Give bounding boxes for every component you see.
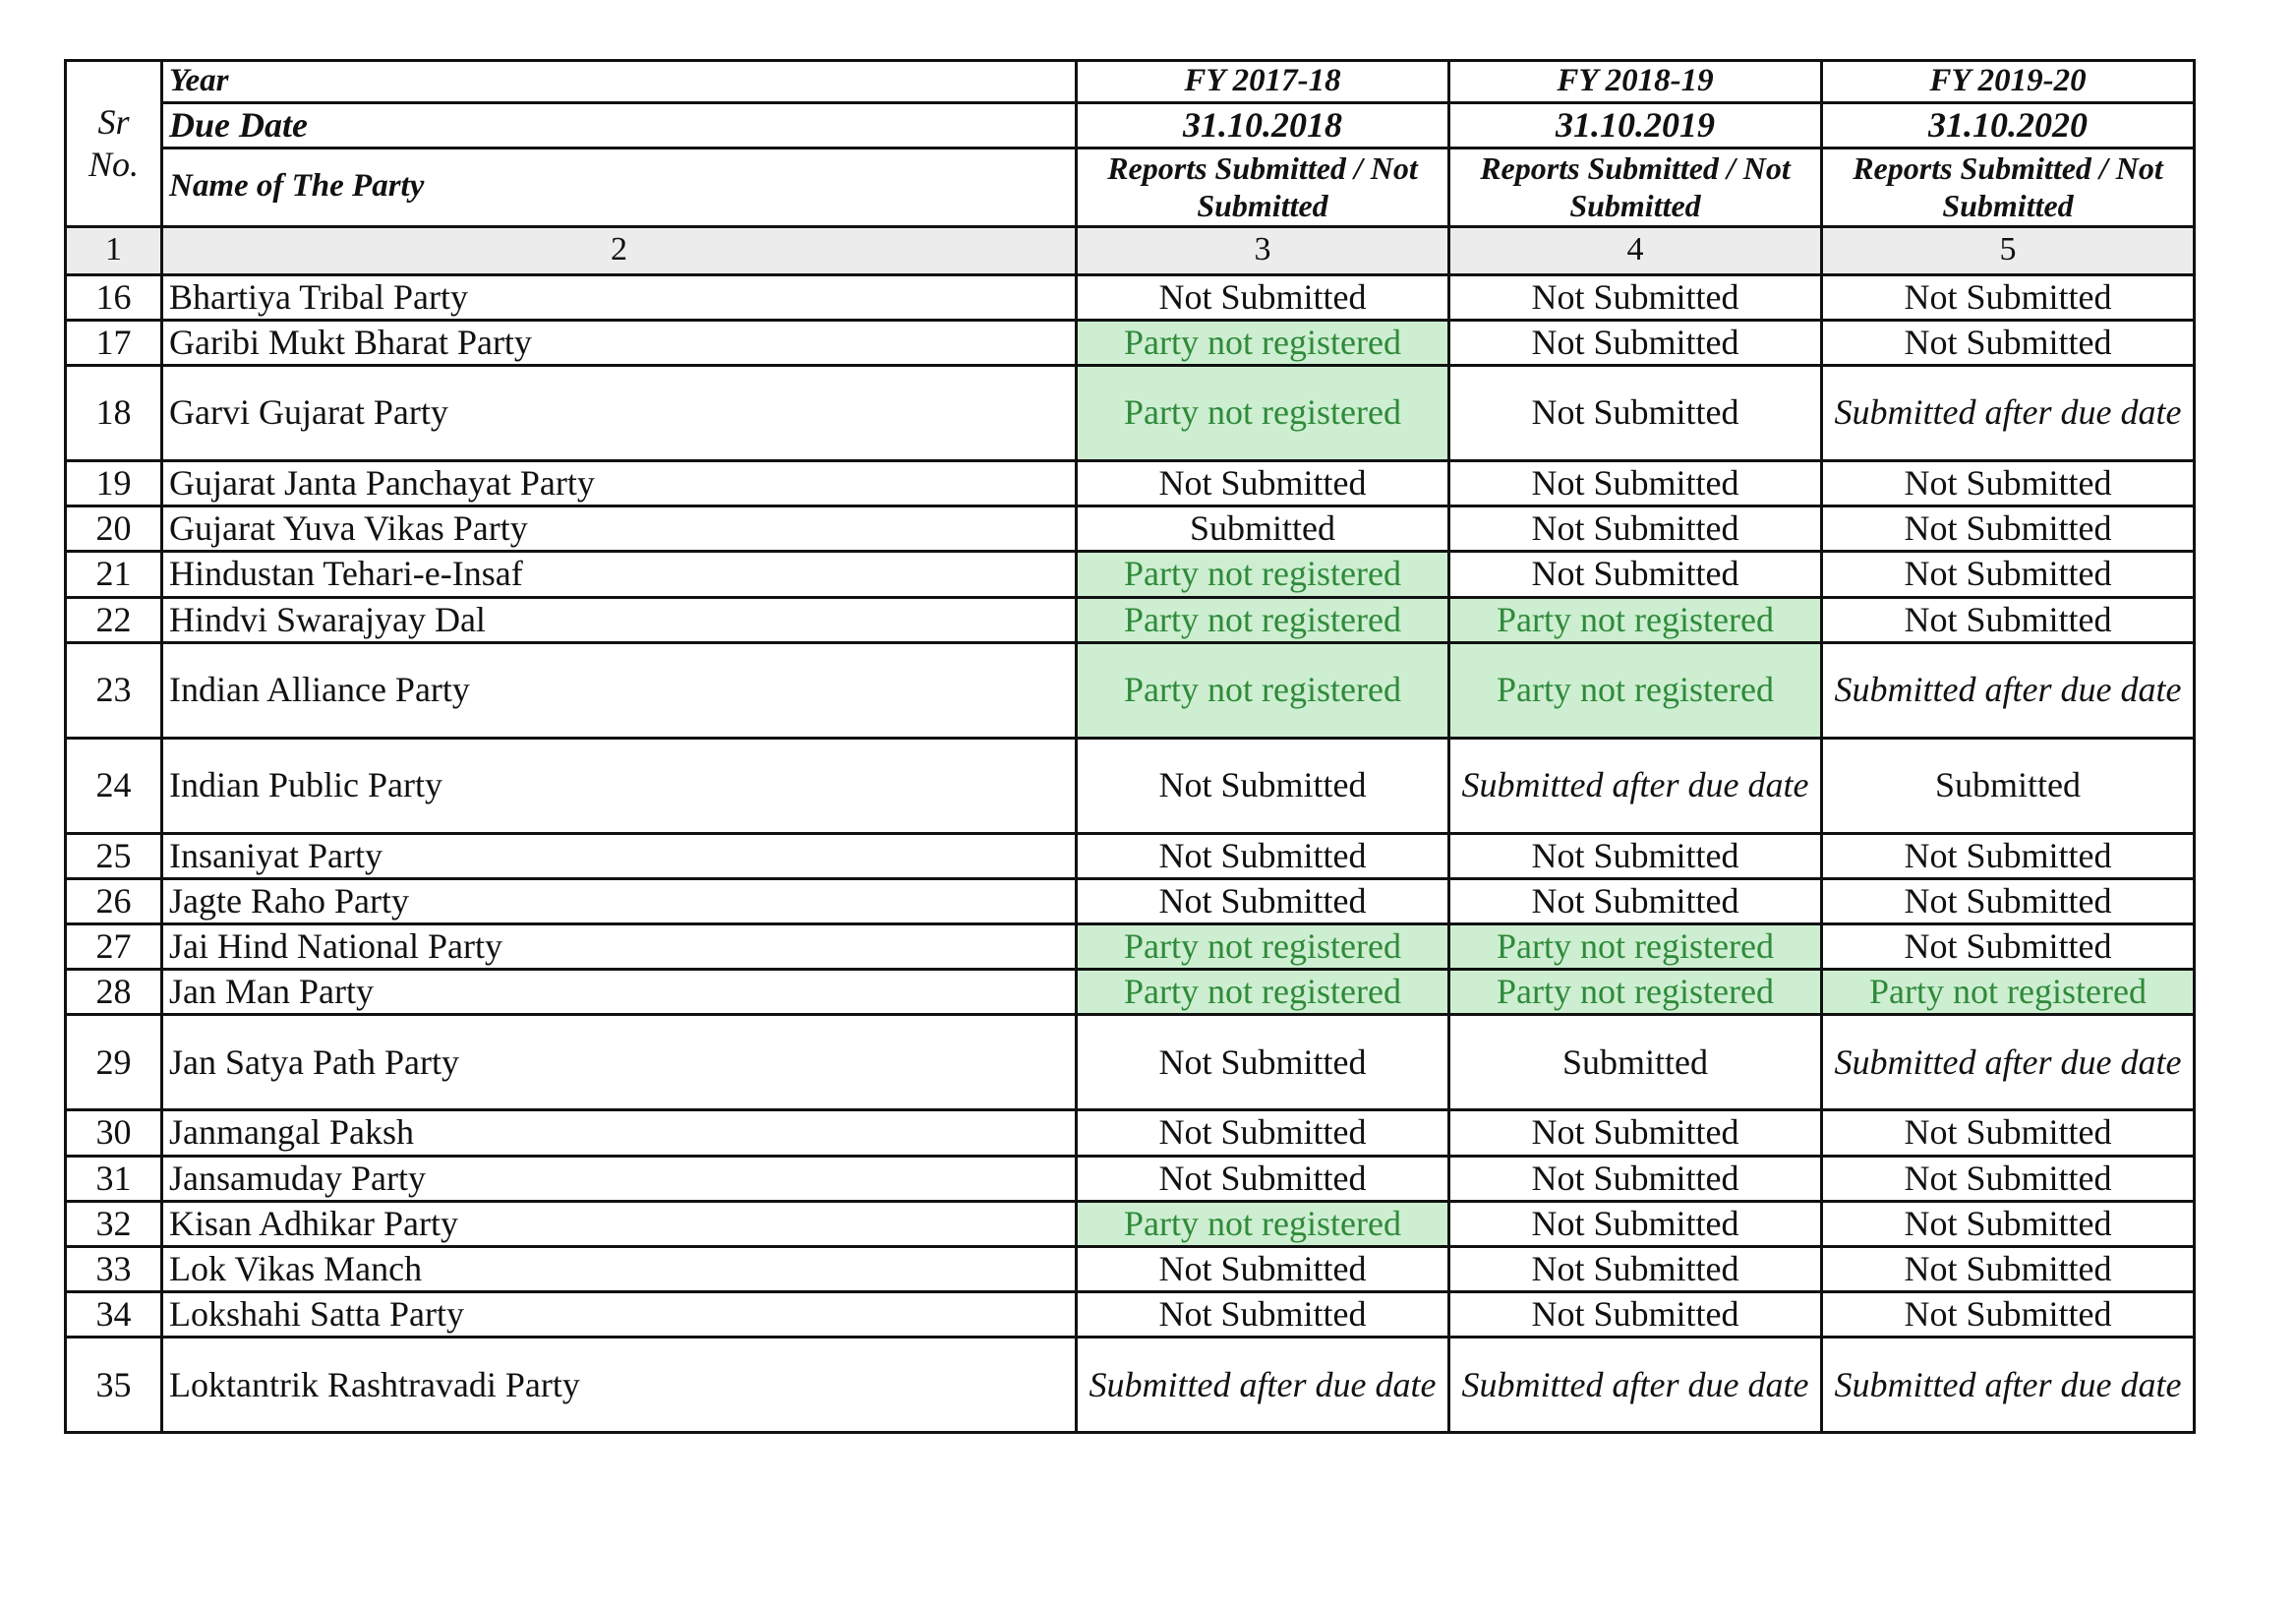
- table-row: [66, 552, 2195, 597]
- sr-no-cell: 29: [66, 1015, 162, 1110]
- column-number-row: [66, 226, 2195, 274]
- status-cell-fy-2019-20: Not Submitted: [1822, 506, 2195, 552]
- status-cell-fy-2017-18: Party not registered: [1077, 597, 1449, 642]
- status-cell-fy-2018-19: Party not registered: [1449, 597, 1822, 642]
- status-cell-fy-2017-18: Party not registered: [1077, 642, 1449, 738]
- status-cell-fy-2019-20: Not Submitted: [1822, 833, 2195, 878]
- status-cell-fy-2017-18: Not Submitted: [1077, 1015, 1449, 1110]
- sr-no-cell: 35: [66, 1338, 162, 1433]
- status-label-2: Reports Submitted / Not Submitted: [1449, 148, 1822, 226]
- party-name-cell: Jai Hind National Party: [162, 924, 1077, 970]
- column-number: 5: [1822, 226, 2195, 274]
- status-cell-fy-2017-18: Not Submitted: [1077, 738, 1449, 833]
- status-cell-fy-2019-20: Not Submitted: [1822, 274, 2195, 320]
- status-cell-fy-2019-20: Not Submitted: [1822, 1292, 2195, 1338]
- sr-no-cell: 28: [66, 970, 162, 1015]
- column-number: 3: [1077, 226, 1449, 274]
- column-number: 1: [66, 226, 162, 274]
- due-date-2: 31.10.2019: [1449, 102, 1822, 148]
- status-cell-fy-2017-18: Not Submitted: [1077, 460, 1449, 506]
- party-name-cell: Indian Alliance Party: [162, 642, 1077, 738]
- status-cell-fy-2017-18: Submitted after due date: [1077, 1338, 1449, 1433]
- party-name-cell: Lokshahi Satta Party: [162, 1292, 1077, 1338]
- sr-no-cell: 34: [66, 1292, 162, 1338]
- party-name-cell: Gujarat Yuva Vikas Party: [162, 506, 1077, 552]
- table-row: [66, 833, 2195, 878]
- status-cell-fy-2018-19: Party not registered: [1449, 642, 1822, 738]
- status-cell-fy-2018-19: Not Submitted: [1449, 1201, 1822, 1246]
- sr-no-cell: 33: [66, 1247, 162, 1292]
- status-cell-fy-2017-18: Party not registered: [1077, 552, 1449, 597]
- party-name-cell: Loktantrik Rashtravadi Party: [162, 1338, 1077, 1433]
- party-name-cell: Indian Public Party: [162, 738, 1077, 833]
- status-label-1: Reports Submitted / Not Submitted: [1077, 148, 1449, 226]
- party-name-cell: Hindustan Tehari-e-Insaf: [162, 552, 1077, 597]
- due-date-1: 31.10.2018: [1077, 102, 1449, 148]
- party-name-cell: Garibi Mukt Bharat Party: [162, 320, 1077, 365]
- status-cell-fy-2017-18: Not Submitted: [1077, 878, 1449, 923]
- status-cell-fy-2017-18: Not Submitted: [1077, 1110, 1449, 1156]
- status-cell-fy-2017-18: Not Submitted: [1077, 1247, 1449, 1292]
- status-cell-fy-2017-18: Party not registered: [1077, 970, 1449, 1015]
- table-row: [66, 1156, 2195, 1201]
- party-name-cell: Gujarat Janta Panchayat Party: [162, 460, 1077, 506]
- table-row: [66, 878, 2195, 923]
- status-cell-fy-2018-19: Not Submitted: [1449, 552, 1822, 597]
- status-cell-fy-2019-20: Not Submitted: [1822, 597, 2195, 642]
- sr-no-cell: 16: [66, 274, 162, 320]
- status-cell-fy-2018-19: Not Submitted: [1449, 274, 1822, 320]
- status-cell-fy-2018-19: Not Submitted: [1449, 365, 1822, 460]
- status-cell-fy-2017-18: Not Submitted: [1077, 1156, 1449, 1201]
- status-cell-fy-2019-20: Not Submitted: [1822, 320, 2195, 365]
- table-row: [66, 274, 2195, 320]
- fy-header-3: FY 2019-20: [1822, 61, 2195, 103]
- status-cell-fy-2018-19: Not Submitted: [1449, 1110, 1822, 1156]
- party-report-table: [64, 59, 2196, 1434]
- sr-no-header: Sr No.: [66, 61, 162, 227]
- status-cell-fy-2018-19: Submitted after due date: [1449, 1338, 1822, 1433]
- status-cell-fy-2018-19: Not Submitted: [1449, 1292, 1822, 1338]
- status-cell-fy-2019-20: Submitted after due date: [1822, 1015, 2195, 1110]
- sr-no-cell: 22: [66, 597, 162, 642]
- table-row: [66, 1338, 2195, 1433]
- table-header: [66, 61, 2195, 275]
- status-cell-fy-2017-18: Party not registered: [1077, 365, 1449, 460]
- status-cell-fy-2017-18: Submitted: [1077, 506, 1449, 552]
- table-row: [66, 365, 2195, 460]
- table-row: [66, 1292, 2195, 1338]
- sr-no-cell: 20: [66, 506, 162, 552]
- status-cell-fy-2017-18: Not Submitted: [1077, 274, 1449, 320]
- status-cell-fy-2018-19: Not Submitted: [1449, 878, 1822, 923]
- party-name-cell: Kisan Adhikar Party: [162, 1201, 1077, 1246]
- status-cell-fy-2019-20: Party not registered: [1822, 970, 2195, 1015]
- party-name-cell: Bhartiya Tribal Party: [162, 274, 1077, 320]
- status-cell-fy-2018-19: Not Submitted: [1449, 506, 1822, 552]
- table-row: [66, 320, 2195, 365]
- status-label-3: Reports Submitted / Not Submitted: [1822, 148, 2195, 226]
- table-row: [66, 924, 2195, 970]
- sr-no-cell: 30: [66, 1110, 162, 1156]
- status-cell-fy-2019-20: Not Submitted: [1822, 1247, 2195, 1292]
- table-row: [66, 738, 2195, 833]
- year-label: Year: [162, 61, 1077, 103]
- header-row-due-date: [66, 102, 2195, 148]
- status-cell-fy-2018-19: Not Submitted: [1449, 833, 1822, 878]
- table-row: [66, 642, 2195, 738]
- sr-no-cell: 19: [66, 460, 162, 506]
- status-cell-fy-2017-18: Not Submitted: [1077, 1292, 1449, 1338]
- status-cell-fy-2017-18: Party not registered: [1077, 924, 1449, 970]
- status-cell-fy-2018-19: Not Submitted: [1449, 320, 1822, 365]
- status-cell-fy-2019-20: Submitted after due date: [1822, 1338, 2195, 1433]
- status-cell-fy-2019-20: Submitted: [1822, 738, 2195, 833]
- table-row: [66, 506, 2195, 552]
- party-name-label: Name of The Party: [162, 148, 1077, 226]
- status-cell-fy-2018-19: Party not registered: [1449, 970, 1822, 1015]
- party-name-cell: Hindvi Swarajyay Dal: [162, 597, 1077, 642]
- due-date-label: Due Date: [162, 102, 1077, 148]
- party-name-cell: Insaniyat Party: [162, 833, 1077, 878]
- table-row: [66, 970, 2195, 1015]
- header-row-year: [66, 61, 2195, 103]
- status-cell-fy-2018-19: Not Submitted: [1449, 460, 1822, 506]
- sr-no-cell: 27: [66, 924, 162, 970]
- status-cell-fy-2019-20: Not Submitted: [1822, 460, 2195, 506]
- status-cell-fy-2019-20: Not Submitted: [1822, 1201, 2195, 1246]
- sr-no-cell: 18: [66, 365, 162, 460]
- status-cell-fy-2019-20: Not Submitted: [1822, 924, 2195, 970]
- status-cell-fy-2018-19: Not Submitted: [1449, 1247, 1822, 1292]
- status-cell-fy-2018-19: Party not registered: [1449, 924, 1822, 970]
- status-cell-fy-2019-20: Not Submitted: [1822, 1156, 2195, 1201]
- party-name-cell: Jan Man Party: [162, 970, 1077, 1015]
- column-number: 4: [1449, 226, 1822, 274]
- table-row: [66, 1015, 2195, 1110]
- table-row: [66, 1201, 2195, 1246]
- party-name-cell: Janmangal Paksh: [162, 1110, 1077, 1156]
- party-name-cell: Lok Vikas Manch: [162, 1247, 1077, 1292]
- table-row: [66, 460, 2195, 506]
- party-name-cell: Jansamuday Party: [162, 1156, 1077, 1201]
- sr-no-cell: 17: [66, 320, 162, 365]
- table-row: [66, 1247, 2195, 1292]
- status-cell-fy-2017-18: Not Submitted: [1077, 833, 1449, 878]
- sr-no-cell: 26: [66, 878, 162, 923]
- fy-header-2: FY 2018-19: [1449, 61, 1822, 103]
- status-cell-fy-2017-18: Party not registered: [1077, 320, 1449, 365]
- table-row: [66, 597, 2195, 642]
- sr-no-cell: 31: [66, 1156, 162, 1201]
- party-name-cell: Jan Satya Path Party: [162, 1015, 1077, 1110]
- status-cell-fy-2019-20: Not Submitted: [1822, 1110, 2195, 1156]
- sr-no-cell: 25: [66, 833, 162, 878]
- sr-no-cell: 32: [66, 1201, 162, 1246]
- status-cell-fy-2018-19: Submitted: [1449, 1015, 1822, 1110]
- status-cell-fy-2019-20: Submitted after due date: [1822, 365, 2195, 460]
- sr-no-cell: 21: [66, 552, 162, 597]
- status-cell-fy-2019-20: Submitted after due date: [1822, 642, 2195, 738]
- sr-no-cell: 24: [66, 738, 162, 833]
- party-name-cell: Jagte Raho Party: [162, 878, 1077, 923]
- status-cell-fy-2017-18: Party not registered: [1077, 1201, 1449, 1246]
- party-name-cell: Garvi Gujarat Party: [162, 365, 1077, 460]
- column-number: 2: [162, 226, 1077, 274]
- status-cell-fy-2018-19: Submitted after due date: [1449, 738, 1822, 833]
- table-row: [66, 1110, 2195, 1156]
- fy-header-1: FY 2017-18: [1077, 61, 1449, 103]
- status-cell-fy-2019-20: Not Submitted: [1822, 878, 2195, 923]
- status-cell-fy-2019-20: Not Submitted: [1822, 552, 2195, 597]
- due-date-3: 31.10.2020: [1822, 102, 2195, 148]
- table-body: [66, 274, 2195, 1433]
- status-cell-fy-2018-19: Not Submitted: [1449, 1156, 1822, 1201]
- sr-no-cell: 23: [66, 642, 162, 738]
- header-row-status: [66, 148, 2195, 226]
